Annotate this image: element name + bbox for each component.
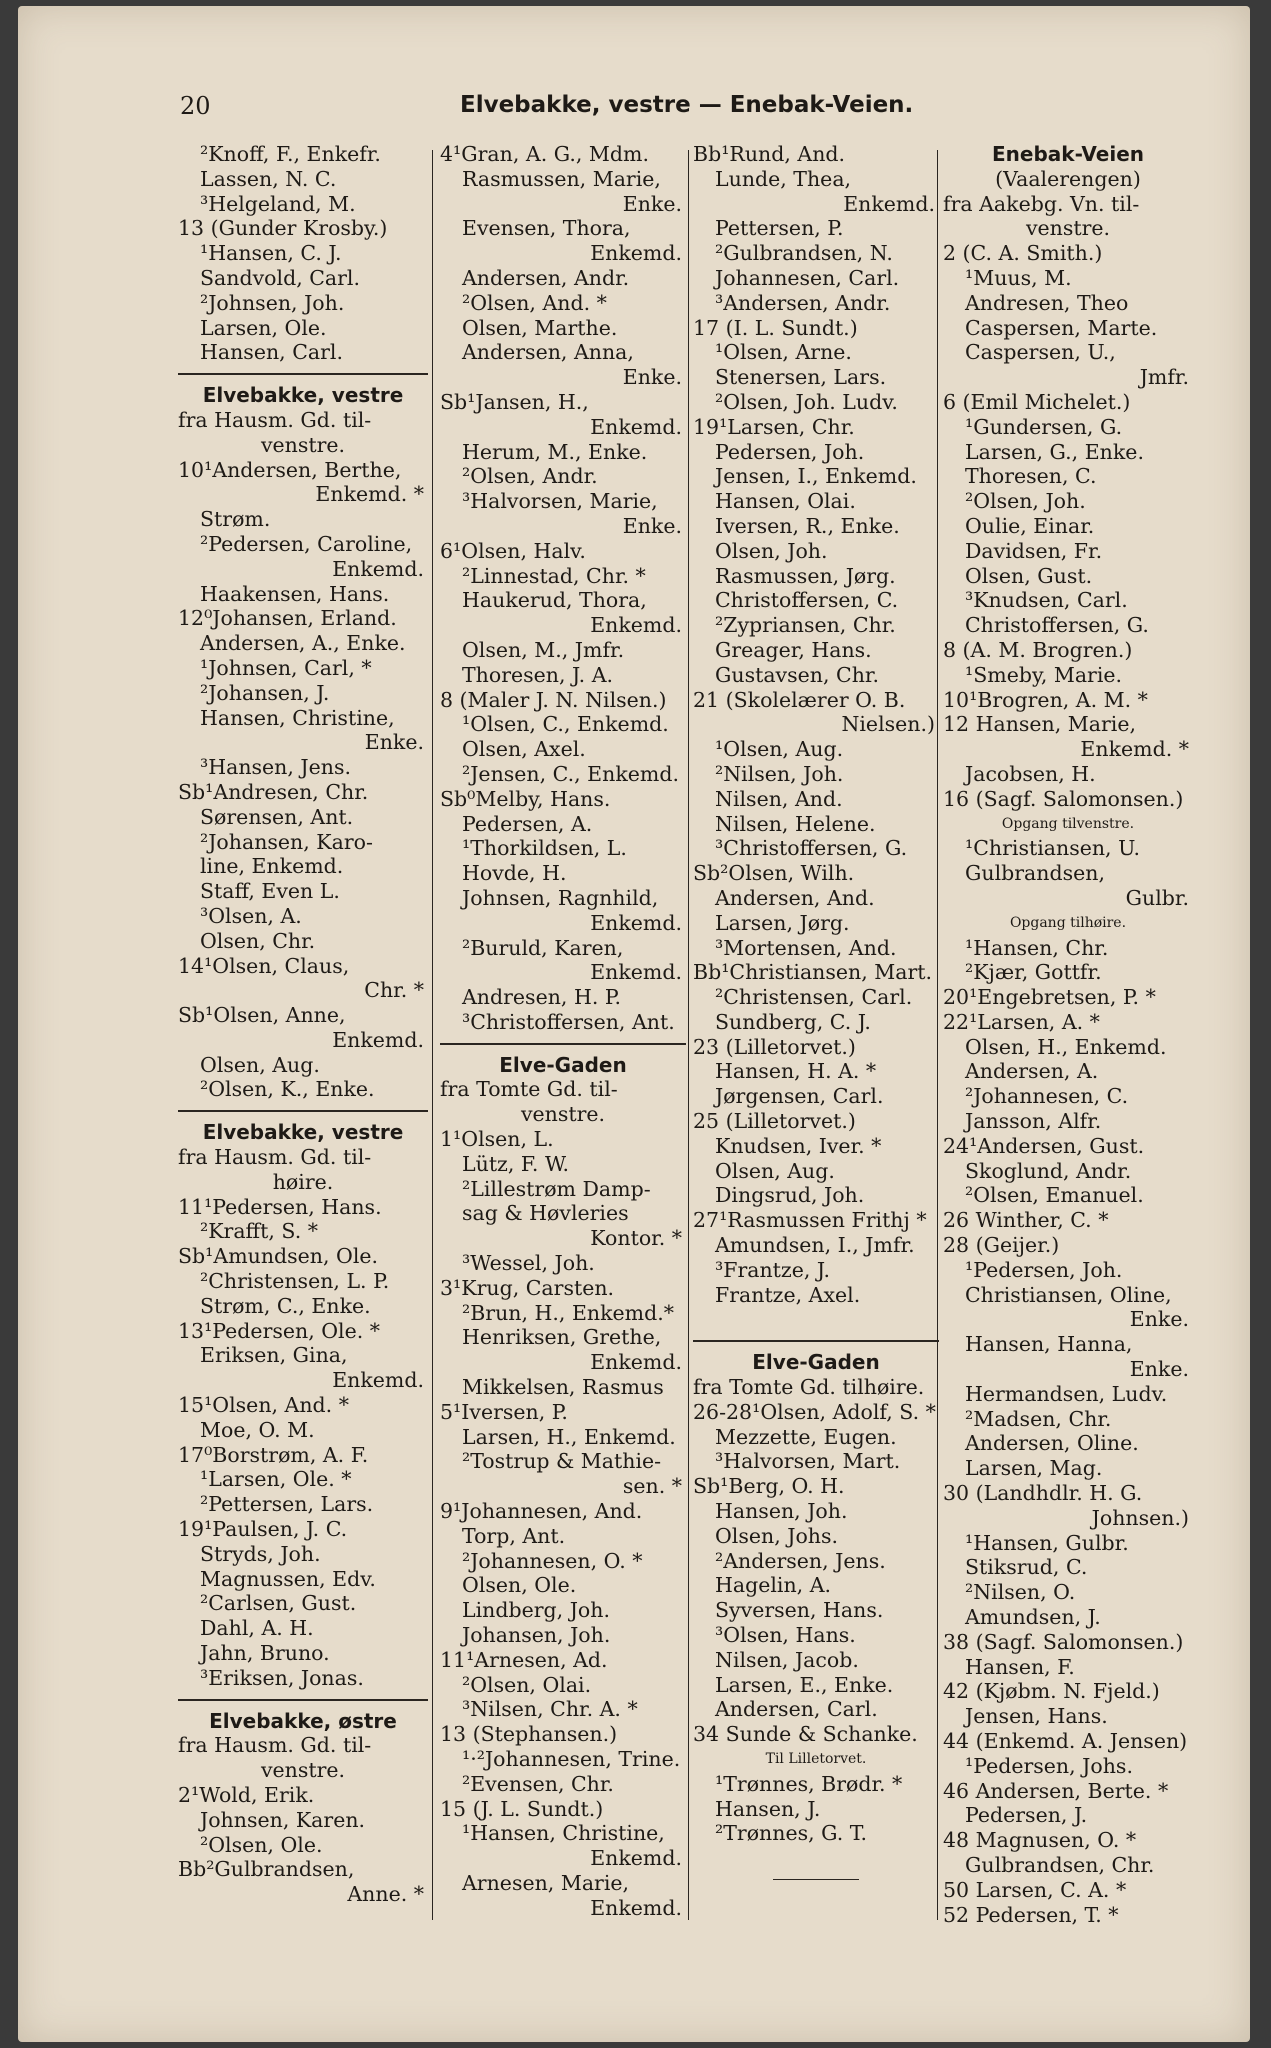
- directory-line: 21 (Skolelærer O. B.: [693, 687, 906, 712]
- directory-line: Hansen, Joh.: [715, 1499, 848, 1524]
- directory-line: venstre.: [520, 1102, 606, 1127]
- directory-line: 11¹Arnesen, Ad.: [440, 1647, 608, 1672]
- street-heading: Elvebakke, vestre: [202, 383, 404, 408]
- directory-line: ³Mortensen, And.: [715, 935, 897, 960]
- section-divider: [693, 1332, 939, 1350]
- directory-line: Thoresen, C.: [965, 464, 1097, 489]
- directory-line: ¹Larsen, Ole. *: [200, 1467, 352, 1492]
- directory-line: ¹Olsen, Arne.: [715, 340, 852, 365]
- directory-line: Staff, Even L.: [200, 879, 340, 904]
- directory-line: venstre.: [260, 432, 346, 457]
- directory-line: Enke.: [1129, 1307, 1189, 1332]
- directory-line: Enkemd. *: [1080, 737, 1189, 762]
- directory-line: 50 Larsen, C. A. *: [943, 1877, 1127, 1902]
- spacer: [693, 1307, 939, 1332]
- directory-line: Hansen, F.: [965, 1654, 1075, 1679]
- directory-line: 23 (Lilletorvet.): [693, 1034, 856, 1059]
- directory-line: ¹Hansen, Gulbr.: [965, 1530, 1129, 1555]
- directory-column-2: [440, 142, 686, 1921]
- directory-line: 24¹Andersen, Gust.: [943, 1133, 1145, 1158]
- page-number: 20: [180, 92, 211, 120]
- directory-line: fra Tomte Gd. til-: [440, 1077, 618, 1102]
- directory-line: Enkemd.: [590, 960, 682, 985]
- directory-line: Hagelin, A.: [715, 1573, 832, 1598]
- directory-line: Bb²Gulbrandsen,: [178, 1857, 355, 1882]
- directory-line: Sb²Olsen, Wilh.: [693, 861, 855, 886]
- directory-line: Opgang tilhøire.: [1009, 914, 1127, 931]
- section-divider: [178, 1691, 428, 1709]
- directory-line: ²Johansen, J.: [200, 680, 330, 705]
- directory-line: Bb¹Rund, And.: [693, 142, 846, 166]
- directory-line: Johannesen, Carl.: [715, 265, 900, 290]
- directory-line: ²Olsen, Emanuel.: [965, 1183, 1144, 1208]
- directory-line: Enke.: [622, 365, 682, 390]
- directory-line: ²Olsen, Andr.: [462, 464, 598, 489]
- directory-line: fra Hausm. Gd. til-: [178, 1733, 372, 1758]
- directory-line: Sørensen, Ant.: [200, 804, 354, 829]
- directory-line: ¹Gundersen, G.: [965, 414, 1123, 439]
- directory-line: Strøm.: [200, 507, 271, 532]
- directory-line: ²Madsen, Chr.: [965, 1406, 1112, 1431]
- directory-line: Frantze, Axel.: [715, 1282, 861, 1307]
- directory-line: ²Buruld, Karen,: [462, 935, 624, 960]
- directory-line: ²Johansen, Karo-: [200, 829, 373, 854]
- directory-line: 27¹Rasmussen Frithj *: [693, 1208, 927, 1233]
- street-heading: Elve-Gaden: [752, 1350, 880, 1375]
- directory-line: Johnsen, Karen.: [200, 1807, 366, 1832]
- directory-line: Andersen, Carl.: [715, 1697, 878, 1722]
- directory-line: ²Knoff, F., Enkefr.: [200, 142, 381, 166]
- directory-line: ²Johannesen, O. *: [462, 1548, 643, 1573]
- directory-line: Chr. *: [364, 978, 424, 1003]
- directory-line: fra Aakebg. Vn. til-: [943, 191, 1140, 216]
- directory-line: Lindberg, Joh.: [462, 1598, 610, 1623]
- directory-line: Jansson, Alfr.: [965, 1109, 1102, 1134]
- directory-line: 26 Winther, C. *: [943, 1208, 1109, 1233]
- directory-line: Enkemd.: [590, 1846, 682, 1871]
- directory-line: Sb¹Andresen, Chr.: [178, 779, 369, 804]
- directory-line: Enke.: [1129, 1357, 1189, 1382]
- directory-line: venstre.: [1025, 216, 1111, 241]
- directory-line: Jensen, Hans.: [965, 1704, 1108, 1729]
- directory-line: Larsen, H., Enkemd.: [462, 1424, 676, 1449]
- directory-line: Johnsen, Ragnhild,: [462, 885, 659, 910]
- directory-line: ²Carlsen, Gust.: [200, 1591, 357, 1616]
- directory-line: ²Brun, H., Enkemd.*: [462, 1300, 674, 1325]
- directory-line: Evensen, Thora,: [462, 216, 631, 241]
- directory-line: Enkemd.: [590, 613, 682, 638]
- directory-line: Hansen, Carl.: [200, 340, 343, 365]
- directory-line: ³Hansen, Jens.: [200, 755, 351, 780]
- directory-line: Hansen, H. A. *: [715, 1059, 877, 1084]
- directory-line: ³Olsen, Hans.: [715, 1623, 856, 1648]
- directory-line: ²Evensen, Chr.: [462, 1771, 614, 1796]
- directory-line: ¹Hansen, Chr.: [965, 935, 1109, 960]
- directory-line: 3¹Krug, Carsten.: [440, 1275, 615, 1300]
- directory-line: 30 (Landhdlr. H. G.: [943, 1481, 1143, 1506]
- directory-line: Andresen, Theo: [965, 290, 1129, 315]
- directory-line: Larsen, Mag.: [965, 1456, 1103, 1481]
- directory-line: Sb¹Amundsen, Ole.: [178, 1244, 379, 1269]
- section-divider: [440, 1035, 686, 1053]
- directory-line: Christoffersen, C.: [715, 588, 899, 613]
- directory-line: Pedersen, A.: [462, 811, 593, 836]
- directory-line: sag & Høvleries: [462, 1201, 629, 1226]
- directory-line: venstre.: [260, 1758, 346, 1783]
- directory-line: 46 Andersen, Berte. *: [943, 1778, 1169, 1803]
- street-heading: Elvebakke, østre: [209, 1708, 397, 1733]
- directory-line: Stenersen, Lars.: [715, 365, 887, 390]
- directory-line: Pedersen, J.: [965, 1803, 1088, 1828]
- directory-line: Larsen, E., Enke.: [715, 1672, 894, 1697]
- directory-line: Dingsrud, Joh.: [715, 1183, 865, 1208]
- directory-line: Olsen, Johs.: [715, 1523, 839, 1548]
- directory-line: ³Christoffersen, G.: [715, 836, 908, 861]
- directory-line: Jacobsen, H.: [965, 761, 1096, 786]
- directory-line: ³Olsen, A.: [200, 903, 302, 928]
- directory-line: 6¹Olsen, Halv.: [440, 538, 586, 563]
- directory-line: ¹Pedersen, Johs.: [965, 1753, 1133, 1778]
- directory-line: ²Olsen, Joh.: [965, 489, 1086, 514]
- directory-line: Anne. *: [347, 1882, 424, 1907]
- directory-line: ¹Hansen, Christine,: [462, 1821, 665, 1846]
- directory-line: 2 (C. A. Smith.): [943, 241, 1103, 266]
- directory-line: ¹·²Johannesen, Trine.: [462, 1747, 681, 1771]
- street-heading: Enebak-Veien: [991, 142, 1145, 166]
- street-heading: Elvebakke, vestre: [202, 1120, 404, 1145]
- directory-line: Opgang tilvenstre.: [1001, 815, 1135, 832]
- directory-line: Skoglund, Andr.: [965, 1158, 1132, 1183]
- street-heading: Elve-Gaden: [499, 1052, 627, 1077]
- directory-line: ²Andersen, Jens.: [715, 1548, 886, 1573]
- directory-line: Nilsen, Helene.: [715, 811, 876, 836]
- directory-line: ³Christoffersen, Ant.: [462, 1009, 675, 1034]
- directory-line: Andersen, And.: [715, 885, 875, 910]
- directory-line: 5¹Iversen, P.: [440, 1399, 568, 1424]
- directory-line: 28 (Geijer.): [943, 1233, 1060, 1258]
- directory-line: ¹Muus, M.: [965, 265, 1072, 290]
- directory-line: ³Halvorsen, Marie,: [462, 489, 658, 514]
- directory-line: Johansen, Joh.: [462, 1623, 611, 1648]
- directory-line: sen. *: [622, 1474, 682, 1499]
- directory-line: ²Olsen, Olai.: [462, 1672, 592, 1697]
- directory-line: Larsen, Jørg.: [715, 910, 850, 935]
- directory-line: 12⁰Johansen, Erland.: [178, 606, 397, 631]
- directory-line: ²Zypriansen, Chr.: [715, 613, 896, 638]
- directory-line: Hovde, H.: [462, 861, 567, 886]
- directory-line: Gulbrandsen, Chr.: [965, 1852, 1155, 1877]
- directory-line: Rasmussen, Jørg.: [715, 563, 896, 588]
- directory-line: ¹Thorkildsen, L.: [462, 836, 627, 861]
- directory-line: ²Christensen, L. P.: [200, 1269, 390, 1294]
- directory-line: Strøm, C., Enke.: [200, 1293, 371, 1318]
- directory-line: Enkemd.: [590, 241, 682, 266]
- directory-line: Pedersen, Joh.: [715, 439, 865, 464]
- directory-line: 9¹Johannesen, And.: [440, 1499, 643, 1524]
- directory-line: Rasmussen, Marie,: [462, 166, 661, 191]
- directory-line: ³Wessel, Joh.: [462, 1251, 595, 1276]
- directory-line: Andersen, A., Enke.: [200, 631, 406, 656]
- directory-line: ¹Olsen, Aug.: [715, 737, 844, 762]
- directory-line: Lunde, Thea,: [715, 166, 852, 191]
- directory-line: Kontor. *: [590, 1226, 682, 1251]
- directory-line: Enkemd.: [843, 191, 935, 216]
- directory-line: ¹Trønnes, Brødr. *: [715, 1771, 903, 1796]
- directory-line: Stiksrud, C.: [965, 1555, 1088, 1580]
- directory-line: fra Hausm. Gd. til-: [178, 1145, 372, 1170]
- directory-line: ²Pedersen, Caroline,: [200, 531, 413, 556]
- directory-line: Christoffersen, G.: [965, 613, 1149, 638]
- section-divider: [178, 1102, 428, 1120]
- directory-line: Bb¹Christiansen, Mart.: [693, 960, 933, 985]
- directory-line: 15 (J. L. Sundt.): [440, 1796, 604, 1821]
- directory-line: Olsen, Aug.: [715, 1158, 835, 1183]
- directory-line: ²Olsen, Ole.: [200, 1832, 323, 1857]
- directory-line: 16 (Sagf. Salomonsen.): [943, 786, 1184, 811]
- directory-line: ³Eriksen, Jonas.: [200, 1665, 364, 1690]
- directory-line: Jørgensen, Carl.: [715, 1084, 884, 1109]
- directory-line: Enkemd.: [332, 1027, 424, 1052]
- directory-line: 42 (Kjøbm. N. Fjeld.): [943, 1679, 1160, 1704]
- directory-line: ²Jensen, C., Enkemd.: [462, 761, 679, 786]
- directory-line: Hansen, Hanna,: [965, 1332, 1133, 1357]
- directory-line: Larsen, G., Enke.: [965, 439, 1144, 464]
- directory-line: Johnsen.): [1091, 1505, 1189, 1530]
- directory-line: Olsen, H., Enkemd.: [965, 1034, 1167, 1059]
- directory-line: Sb¹Jansen, H.,: [440, 389, 589, 414]
- directory-line: Olsen, Ole.: [462, 1573, 577, 1598]
- directory-line: Oulie, Einar.: [965, 513, 1095, 538]
- directory-line: Hansen, Olai.: [715, 489, 856, 514]
- directory-line: Christiansen, Oline,: [965, 1282, 1172, 1307]
- directory-line: Til Lilletorvet.: [765, 1751, 867, 1767]
- directory-line: ²Tostrup & Mathie-: [462, 1449, 662, 1474]
- directory-line: 12 Hansen, Marie,: [943, 712, 1137, 737]
- directory-line: ³Halvorsen, Mart.: [715, 1449, 901, 1474]
- directory-line: Torp, Ant.: [462, 1523, 566, 1548]
- directory-line: Enke.: [622, 191, 682, 216]
- directory-line: 34 Sunde & Schanke.: [693, 1722, 918, 1747]
- directory-line: Andersen, A.: [965, 1059, 1099, 1084]
- directory-line: 52 Pedersen, T. *: [943, 1902, 1119, 1927]
- directory-line: Olsen, Chr.: [200, 928, 316, 953]
- directory-line: Knudsen, Iver. *: [715, 1133, 882, 1158]
- directory-line: Haukerud, Thora,: [462, 588, 647, 613]
- directory-line: 25 (Lilletorvet.): [693, 1109, 856, 1134]
- directory-line: Nielsen.): [841, 712, 935, 737]
- directory-line: 1¹Olsen, L.: [440, 1127, 554, 1152]
- directory-line: Enkemd.: [590, 910, 682, 935]
- directory-line: Enkemd.: [332, 1368, 424, 1393]
- directory-line: ¹Hansen, C. J.: [200, 241, 342, 266]
- directory-line: Hansen, J.: [715, 1796, 821, 1821]
- directory-line: Olsen, Gust.: [965, 563, 1093, 588]
- directory-line: ²Johnsen, Joh.: [200, 290, 345, 315]
- directory-line: ²Olsen, And. *: [462, 290, 607, 315]
- directory-line: 11¹Pedersen, Hans.: [178, 1194, 382, 1219]
- directory-line: Jahn, Bruno.: [200, 1641, 330, 1666]
- directory-line: ²Gulbrandsen, N.: [715, 241, 893, 266]
- directory-line: Sb¹Berg, O. H.: [693, 1474, 845, 1499]
- directory-line: 15¹Olsen, And. *: [178, 1393, 349, 1418]
- directory-line: 4¹Gran, A. G., Mdm.: [440, 142, 649, 166]
- directory-line: ²Pettersen, Lars.: [200, 1492, 374, 1517]
- directory-line: ²Olsen, K., Enke.: [200, 1077, 375, 1102]
- directory-line: Nilsen, Jacob.: [715, 1647, 859, 1672]
- directory-line: Greager, Hans.: [715, 637, 872, 662]
- directory-line: 10¹Brogren, A. M. *: [943, 687, 1148, 712]
- directory-line: Iversen, R., Enke.: [715, 513, 900, 538]
- directory-line: 2¹Wold, Erik.: [178, 1783, 315, 1807]
- directory-line: Moe, O. M.: [200, 1417, 315, 1442]
- directory-line: 38 (Sagf. Salomonsen.): [943, 1629, 1184, 1654]
- section-divider: [693, 1871, 939, 1889]
- directory-line: ¹Olsen, C., Enkemd.: [462, 712, 669, 737]
- directory-line: Lütz, F. W.: [462, 1151, 569, 1176]
- directory-line: Enkemd.: [332, 556, 424, 581]
- directory-line: ²Christensen, Carl.: [715, 985, 913, 1010]
- directory-line: 14¹Olsen, Claus,: [178, 953, 350, 978]
- directory-line: ²Kjær, Gottfr.: [965, 960, 1102, 985]
- directory-line: 17⁰Borstrøm, A. F.: [178, 1442, 369, 1467]
- directory-line: Andersen, Oline.: [965, 1431, 1139, 1456]
- directory-line: ³Helgeland, M.: [200, 191, 356, 216]
- directory-line: Gulbr.: [1125, 885, 1189, 910]
- directory-line: Haakensen, Hans.: [200, 581, 390, 606]
- directory-line: Davidsen, Fr.: [965, 538, 1103, 563]
- spacer: [693, 1846, 939, 1871]
- directory-line: Andresen, H. P.: [462, 985, 622, 1010]
- directory-line: ³Nilsen, Chr. A. *: [462, 1697, 638, 1722]
- directory-line: ²Linnestad, Chr. *: [462, 563, 646, 588]
- directory-line: Lassen, N. C.: [200, 166, 337, 191]
- directory-line: ²Nilsen, O.: [965, 1580, 1076, 1605]
- column-divider: [688, 150, 689, 1920]
- directory-line: ³Knudsen, Carl.: [965, 588, 1128, 613]
- directory-line: 17 (I. L. Sundt.): [693, 315, 858, 340]
- directory-line: Hansen, Christine,: [200, 705, 395, 730]
- directory-column-3: [693, 142, 939, 1889]
- directory-line: Gulbrandsen,: [965, 861, 1105, 886]
- directory-line: ¹Pedersen, Joh.: [965, 1257, 1123, 1282]
- directory-line: Herum, M., Enke.: [462, 439, 648, 464]
- directory-line: Mikkelsen, Rasmus: [462, 1375, 664, 1400]
- directory-line: Caspersen, U.,: [965, 340, 1116, 365]
- directory-line: Enkemd.: [590, 1895, 682, 1920]
- directory-column-1: [178, 142, 428, 1907]
- directory-line: ²Nilsen, Joh.: [715, 761, 844, 786]
- directory-line: Jmfr.: [1139, 365, 1189, 390]
- directory-line: 8 (A. M. Brogren.): [943, 637, 1133, 662]
- directory-line: Olsen, M., Jmfr.: [462, 637, 625, 662]
- directory-line: 26-28¹Olsen, Adolf, S. *: [693, 1399, 936, 1424]
- page-title: Elvebakke, vestre — Enebak-Veien.: [460, 92, 914, 118]
- directory-line: 6 (Emil Michelet.): [943, 389, 1131, 414]
- directory-line: Sb¹Olsen, Anne,: [178, 1003, 346, 1028]
- directory-line: Sb⁰Melby, Hans.: [440, 786, 611, 811]
- directory-line: Andersen, Anna,: [462, 340, 634, 365]
- directory-line: Olsen, Marthe.: [462, 315, 618, 340]
- directory-line: ¹Johnsen, Carl, *: [200, 655, 372, 680]
- directory-line: Olsen, Joh.: [715, 538, 828, 563]
- directory-line: høire.: [272, 1169, 334, 1194]
- directory-line: Stryds, Joh.: [200, 1541, 321, 1566]
- directory-line: 20¹Engebretsen, P. *: [943, 985, 1156, 1010]
- directory-line: 19¹Paulsen, J. C.: [178, 1517, 348, 1542]
- directory-line: Nilsen, And.: [715, 786, 843, 811]
- directory-line: Hermandsen, Ludv.: [965, 1381, 1168, 1406]
- directory-line: Dahl, A. H.: [200, 1616, 314, 1641]
- directory-line: ²Lillestrøm Damp-: [462, 1176, 651, 1201]
- directory-line: 44 (Enkemd. A. Jensen): [943, 1729, 1188, 1753]
- directory-line: Mezzette, Eugen.: [715, 1424, 897, 1449]
- page-header: [160, 92, 1160, 126]
- directory-line: Enke.: [622, 513, 682, 538]
- directory-column-4: [943, 142, 1193, 1927]
- directory-line: Gustavsen, Chr.: [715, 662, 879, 687]
- directory-line: 10¹Andersen, Berthe,: [178, 457, 402, 482]
- directory-line: line, Enkemd.: [200, 854, 344, 879]
- directory-line: Larsen, Ole.: [200, 315, 327, 340]
- directory-line: Amundsen, I., Jmfr.: [715, 1233, 915, 1258]
- section-divider: [178, 365, 428, 383]
- directory-line: Enkemd.: [590, 1350, 682, 1375]
- directory-line: 19¹Larsen, Chr.: [693, 414, 855, 439]
- directory-line: Pettersen, P.: [715, 216, 844, 241]
- directory-line: ²Trønnes, G. T.: [715, 1821, 867, 1846]
- directory-line: fra Hausm. Gd. til-: [178, 407, 372, 432]
- directory-line: 13 (Stephansen.): [440, 1722, 618, 1747]
- directory-line: (Vaalerengen): [995, 166, 1141, 191]
- directory-line: Enkemd. *: [315, 482, 424, 507]
- column-divider: [432, 150, 433, 1920]
- directory-line: Thoresen, J. A.: [462, 662, 614, 687]
- directory-line: ¹Christiansen, U.: [965, 836, 1141, 861]
- directory-line: Jensen, I., Enkemd.: [715, 464, 917, 489]
- directory-line: ²Olsen, Joh. Ludv.: [715, 389, 898, 414]
- directory-line: fra Tomte Gd. tilhøire.: [693, 1375, 925, 1400]
- directory-line: ³Andersen, Andr.: [715, 290, 891, 315]
- directory-line: Enkemd.: [590, 414, 682, 439]
- directory-line: Sandvold, Carl.: [200, 265, 361, 290]
- directory-line: 48 Magnusen, O. *: [943, 1828, 1137, 1853]
- directory-line: Eriksen, Gina,: [200, 1343, 348, 1368]
- directory-line: ¹Smeby, Marie.: [965, 662, 1123, 687]
- directory-line: Olsen, Aug.: [200, 1052, 320, 1077]
- directory-line: Henriksen, Grethe,: [462, 1325, 662, 1350]
- directory-line: ³Frantze, J.: [715, 1257, 831, 1282]
- directory-line: Olsen, Axel.: [462, 737, 586, 762]
- directory-line: ²Krafft, S. *: [200, 1219, 318, 1244]
- directory-line: 13 (Gunder Krosby.): [178, 216, 388, 241]
- directory-line: Syversen, Hans.: [715, 1598, 884, 1623]
- directory-line: ²Johannesen, C.: [965, 1084, 1129, 1109]
- directory-line: Sundberg, C. J.: [715, 1009, 871, 1034]
- directory-line: 8 (Maler J. N. Nilsen.): [440, 687, 667, 712]
- directory-line: Caspersen, Marte.: [965, 315, 1158, 340]
- directory-line: Enke.: [364, 730, 424, 755]
- directory-line: Magnussen, Edv.: [200, 1566, 376, 1591]
- directory-line: Amundsen, J.: [965, 1605, 1101, 1630]
- directory-line: Arnesen, Marie,: [462, 1870, 630, 1895]
- directory-line: Andersen, Andr.: [462, 265, 630, 290]
- directory-line: 13¹Pedersen, Ole. *: [178, 1318, 381, 1343]
- directory-line: 22¹Larsen, A. *: [943, 1009, 1100, 1034]
